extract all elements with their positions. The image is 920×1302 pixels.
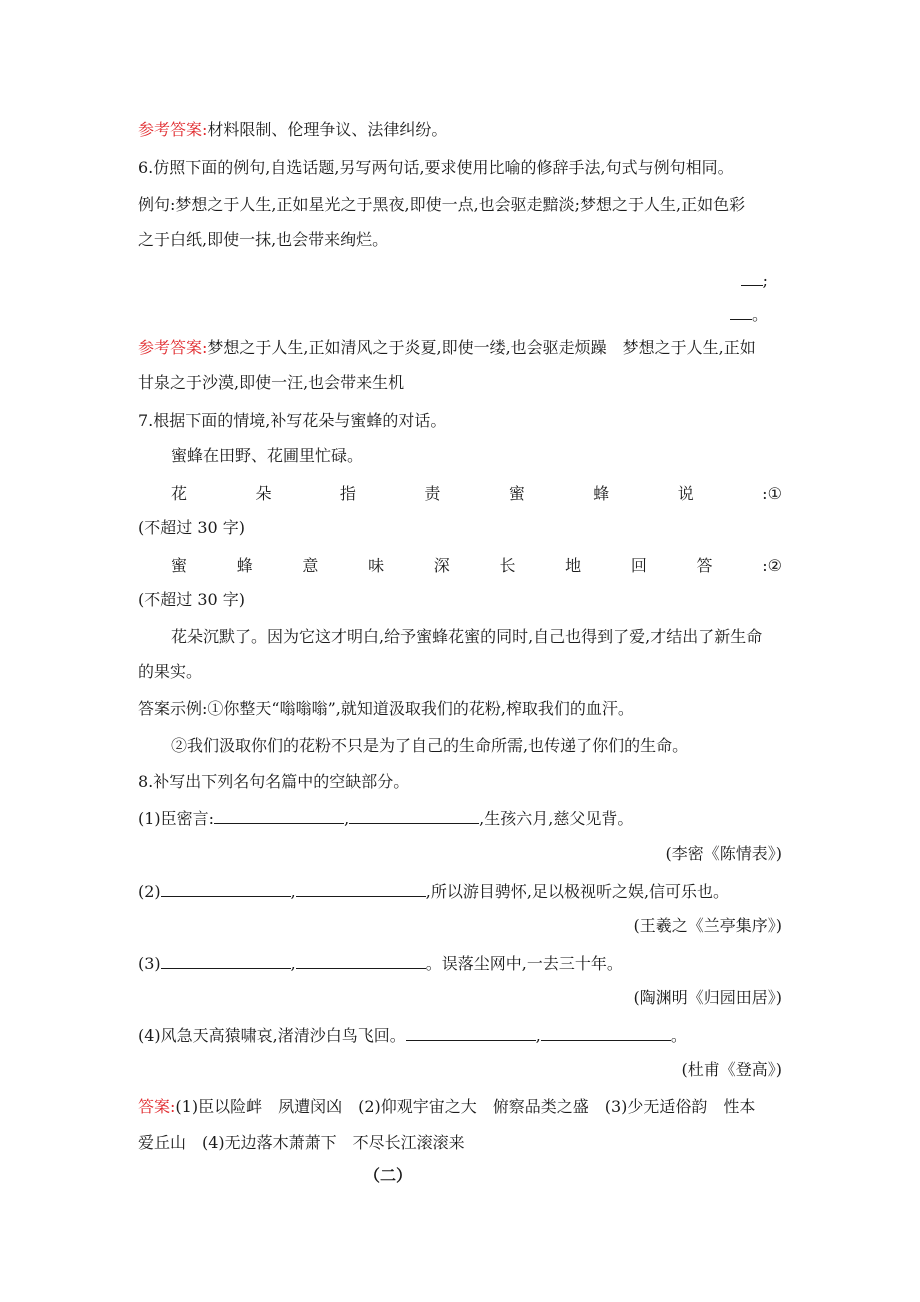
q8-source-1: (李密《陈情表》): [665, 844, 782, 863]
q8-source-2: (王羲之《兰亭集序》): [633, 916, 782, 935]
q6-example-line1: 例句:梦想之于人生,正如星光之于黑夜,即使一点,也会驱走黯淡;梦想之于人生,正如色彩: [138, 195, 746, 214]
answer-text: 材料限制、伦理争议、法律纠纷。: [207, 120, 448, 139]
q8-prompt: 8.补写出下列名句名篇中的空缺部分。: [138, 772, 410, 791]
fill-blank[interactable]: [349, 808, 479, 824]
fill-blank[interactable]: [296, 881, 426, 897]
fill-blank[interactable]: [161, 953, 291, 969]
fill-blank[interactable]: [406, 1025, 536, 1041]
q7-situation: 蜜蜂在田野、花圃里忙碌。: [171, 446, 364, 465]
fill-blank[interactable]: [296, 953, 426, 969]
q7-prompt: 7.根据下面的情境,补写花朵与蜜蜂的对话。: [138, 411, 447, 430]
q7-answer-line2: ②我们汲取你们的花粉不只是为了自己的生命所需,也传递了你们的生命。: [171, 736, 689, 755]
answer-label: 答案:: [138, 1097, 176, 1116]
fill-blank[interactable]: [214, 808, 344, 824]
fill-blank[interactable]: [161, 881, 291, 897]
q7-ending-line2: 的果实。: [138, 662, 203, 681]
q6-example-line2: 之于白纸,即使一抹,也会带来绚烂。: [138, 230, 389, 249]
fill-blank[interactable]: [730, 304, 752, 320]
fill-blank[interactable]: [541, 1025, 671, 1041]
q8-item-1: (1)臣密言: , ,生孩六月,慈父见背。: [138, 809, 634, 828]
q8-source-4: (杜甫《登高》): [681, 1060, 782, 1079]
fill-blank[interactable]: [741, 270, 763, 286]
q6-prompt: 6.仿照下面的例句,自选话题,另写两句话,要求使用比喻的修辞手法,句式与例句相同。: [138, 158, 734, 177]
section-title: （二）: [363, 1166, 412, 1185]
q6-answer-line1: 参考答案:梦想之于人生,正如清风之于炎夏,即使一缕,也会驱走烦躁 梦想之于人生,正如: [138, 338, 756, 357]
q8-answer-line2: 爱丘山 (4)无边落木萧萧下 不尽长江滚滚来: [138, 1133, 465, 1152]
q8-source-3: (陶渊明《归园田居》): [633, 988, 782, 1007]
q7-limit2: (不超过 30 字): [138, 590, 246, 609]
q5-answer: [138, 120, 782, 140]
q7-flower-line: 花 朵 指 责 蜜 蜂 说 :①: [171, 484, 782, 503]
q6-answer-line2: 甘泉之于沙漠,即使一汪,也会带来生机: [138, 373, 405, 392]
q8-item-4: (4)风急天高猿啸哀,渚清沙白鸟飞回。 , 。: [138, 1026, 687, 1045]
q6-blank2[interactable]: 。: [138, 304, 768, 325]
q8-item-3: (3) , 。误落尘网中,一去三十年。: [138, 954, 623, 973]
answer-label: 参考答案:: [138, 338, 208, 357]
q7-answer-line1: 答案示例:①你整天“嗡嗡嗡”,就知道汲取我们的花粉,榨取我们的血汗。: [138, 699, 634, 718]
q7-ending-line1: 花朵沉默了。因为它这才明白,给予蜜蜂花蜜的同时,自己也得到了爱,才结出了新生命: [171, 627, 763, 646]
q7-limit1: (不超过 30 字): [138, 518, 246, 537]
answer-label: 参考答案:: [138, 120, 208, 139]
q6-blank1[interactable]: ;: [138, 270, 768, 291]
q7-bee-line: 蜜 蜂 意 味 深 长 地 回 答 :②: [171, 556, 782, 575]
q8-answer-line1: 答案:(1)臣以险衅 夙遭闵凶 (2)仰观宇宙之大 俯察品类之盛 (3)少无适俗韵 性本: [138, 1097, 756, 1116]
q8-item-2: (2) , ,所以游目骋怀,足以极视听之娱,信可乐也。: [138, 882, 730, 901]
